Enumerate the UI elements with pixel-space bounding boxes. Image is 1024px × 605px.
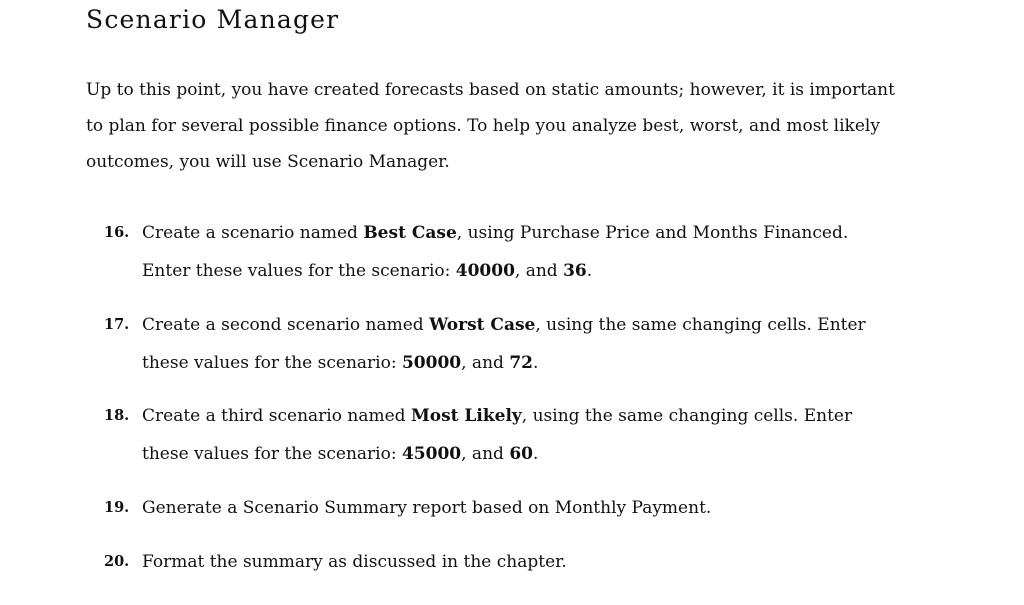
step-text-part: . bbox=[532, 353, 539, 373]
step-text-part: , using Purchase Price and Months Financed. Enter these values for the scenario: bbox=[142, 223, 849, 281]
step-text-part: , using the same changing cells. Enter these values for the scenario: bbox=[142, 406, 853, 464]
scenario-name: Most Likely bbox=[410, 406, 522, 426]
step-text-part: Create a third scenario named bbox=[142, 406, 411, 426]
step-text bbox=[142, 214, 894, 290]
step-text-part: , using the same changing cells. Enter these values for the scenario: bbox=[142, 315, 866, 373]
months-financed-value: 72 bbox=[509, 353, 533, 373]
step-text-part: . bbox=[586, 261, 593, 281]
step-text bbox=[142, 397, 894, 473]
step-text-part: , and bbox=[461, 353, 510, 373]
step-text-part: Create a second scenario named bbox=[142, 315, 430, 335]
step-number: 19. bbox=[104, 499, 130, 516]
section-title: Scenario Manager bbox=[86, 5, 340, 34]
purchase-price-value: 40000 bbox=[455, 261, 515, 281]
purchase-price-value: 45000 bbox=[401, 444, 462, 464]
step-number: 16. bbox=[104, 224, 130, 241]
step-19 bbox=[104, 489, 894, 527]
step-text-part: , and bbox=[514, 261, 564, 281]
scenario-name: Worst Case bbox=[429, 315, 536, 335]
step-20 bbox=[104, 543, 894, 581]
purchase-price-value: 50000 bbox=[401, 353, 462, 373]
step-text-part: . bbox=[532, 444, 539, 464]
step-text: Generate a Scenario Summary report based on Monthly Payment. bbox=[142, 498, 712, 518]
scenario-name: Best Case bbox=[363, 223, 457, 243]
step-text bbox=[142, 306, 894, 382]
step-16 bbox=[104, 214, 894, 290]
step-text-part: Create a scenario named bbox=[142, 223, 364, 243]
step-18 bbox=[104, 397, 894, 473]
step-number: 17. bbox=[104, 316, 130, 333]
months-financed-value: 36 bbox=[563, 261, 587, 281]
step-text-part: , and bbox=[461, 444, 510, 464]
months-financed-value: 60 bbox=[509, 444, 533, 464]
step-number: 20. bbox=[104, 553, 130, 570]
step-text: Format the summary as discussed in the chapter. bbox=[142, 552, 567, 572]
intro-paragraph: Up to this point, you have created forecasts based on static amounts; however, it is important to plan for several possible finance options. To help you analyze best, worst, and most likely outcomes, you will use Scenario Manager. bbox=[86, 80, 895, 172]
step-17 bbox=[104, 306, 894, 382]
step-number: 18. bbox=[104, 407, 130, 424]
